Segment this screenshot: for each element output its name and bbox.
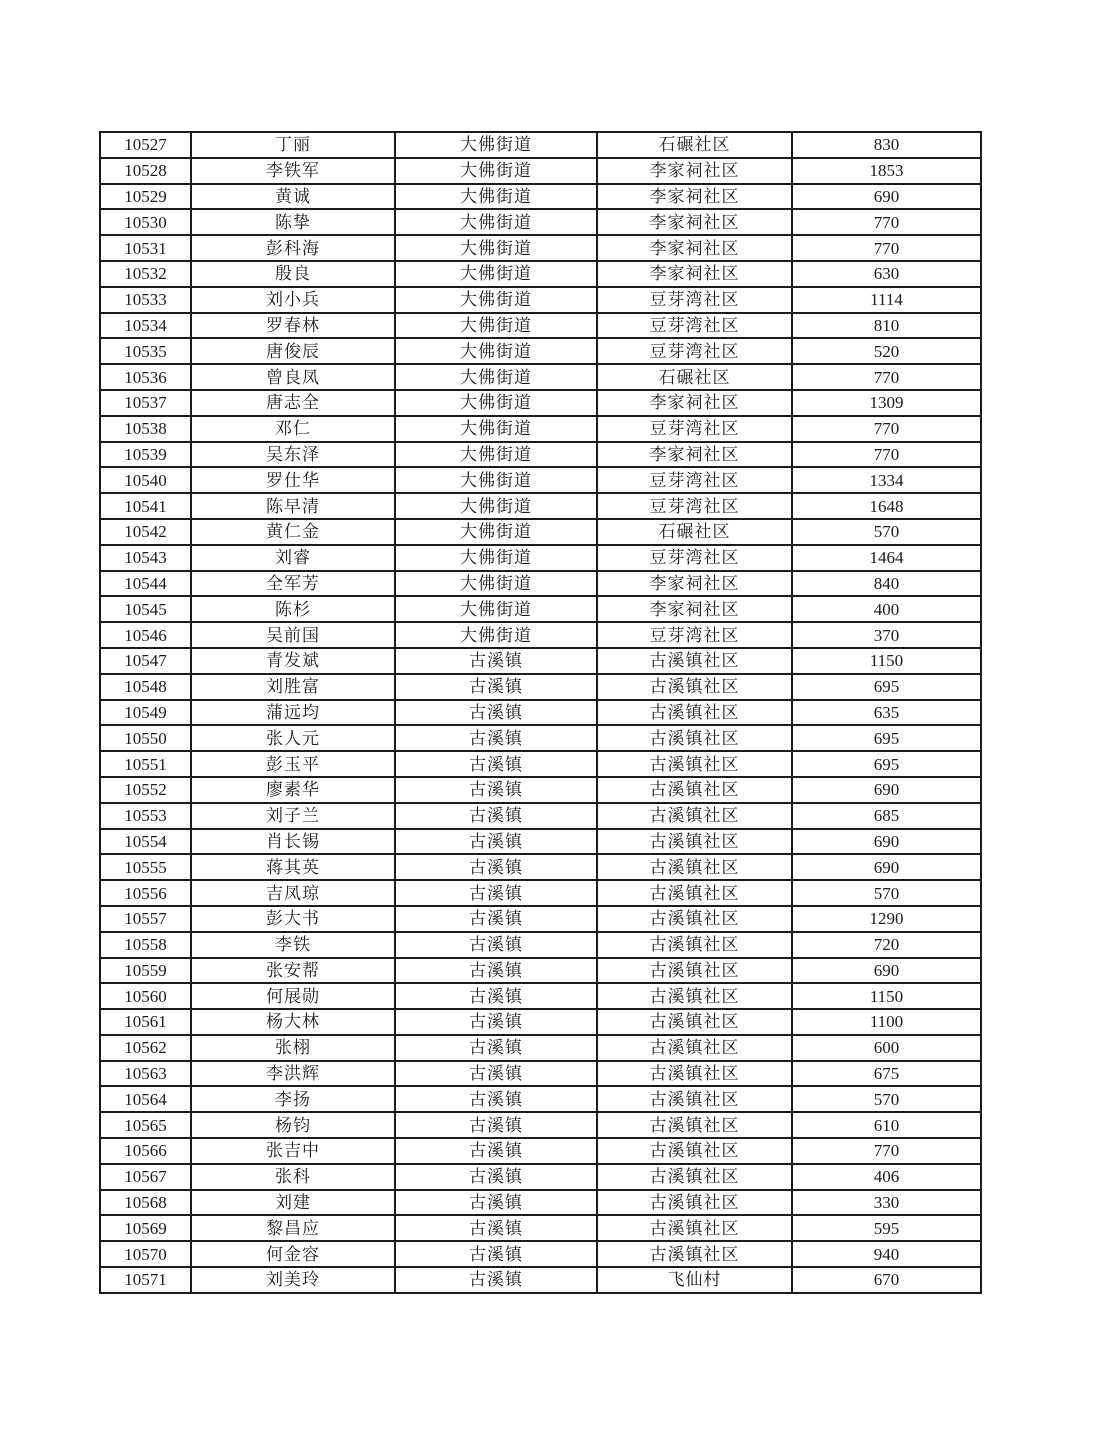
serial-number-cell: 10567 — [100, 1164, 191, 1190]
person-name-cell: 张安帮 — [191, 958, 395, 984]
community-cell: 古溪镇社区 — [597, 674, 792, 700]
town-cell: 大佛街道 — [395, 132, 597, 158]
table-row — [100, 725, 981, 751]
town-cell: 古溪镇 — [395, 1035, 597, 1061]
table-row — [100, 1215, 981, 1241]
table-row — [100, 1086, 981, 1112]
community-cell: 豆芽湾社区 — [597, 416, 792, 442]
community-cell: 豆芽湾社区 — [597, 467, 792, 493]
person-name-cell: 吴前国 — [191, 622, 395, 648]
amount-cell: 770 — [792, 235, 981, 261]
roster-table — [99, 131, 982, 1294]
community-cell: 古溪镇社区 — [597, 1086, 792, 1112]
community-cell: 古溪镇社区 — [597, 1241, 792, 1267]
table-row — [100, 596, 981, 622]
amount-cell: 690 — [792, 184, 981, 210]
person-name-cell: 刘胜富 — [191, 674, 395, 700]
table-row — [100, 1061, 981, 1087]
person-name-cell: 吉凤琼 — [191, 880, 395, 906]
community-cell: 李家祠社区 — [597, 209, 792, 235]
serial-number-cell: 10571 — [100, 1267, 191, 1293]
table-row — [100, 854, 981, 880]
amount-cell: 840 — [792, 571, 981, 597]
serial-number-cell: 10528 — [100, 158, 191, 184]
table-row — [100, 1112, 981, 1138]
amount-cell: 370 — [792, 622, 981, 648]
amount-cell: 1853 — [792, 158, 981, 184]
town-cell: 古溪镇 — [395, 674, 597, 700]
town-cell: 大佛街道 — [395, 209, 597, 235]
community-cell: 古溪镇社区 — [597, 854, 792, 880]
table-row — [100, 571, 981, 597]
community-cell: 古溪镇社区 — [597, 751, 792, 777]
town-cell: 大佛街道 — [395, 184, 597, 210]
serial-number-cell: 10546 — [100, 622, 191, 648]
town-cell: 古溪镇 — [395, 932, 597, 958]
serial-number-cell: 10544 — [100, 571, 191, 597]
amount-cell: 1464 — [792, 545, 981, 571]
amount-cell: 675 — [792, 1061, 981, 1087]
table-body — [100, 132, 981, 1293]
amount-cell: 770 — [792, 1138, 981, 1164]
town-cell: 大佛街道 — [395, 287, 597, 313]
table-row — [100, 416, 981, 442]
amount-cell: 690 — [792, 854, 981, 880]
person-name-cell: 黎昌应 — [191, 1215, 395, 1241]
serial-number-cell: 10551 — [100, 751, 191, 777]
serial-number-cell: 10570 — [100, 1241, 191, 1267]
town-cell: 古溪镇 — [395, 648, 597, 674]
community-cell: 古溪镇社区 — [597, 1190, 792, 1216]
table-row — [100, 442, 981, 468]
table-row — [100, 932, 981, 958]
community-cell: 李家祠社区 — [597, 390, 792, 416]
serial-number-cell: 10566 — [100, 1138, 191, 1164]
serial-number-cell: 10534 — [100, 313, 191, 339]
person-name-cell: 张科 — [191, 1164, 395, 1190]
community-cell: 古溪镇社区 — [597, 1138, 792, 1164]
person-name-cell: 张吉中 — [191, 1138, 395, 1164]
person-name-cell: 彭玉平 — [191, 751, 395, 777]
town-cell: 古溪镇 — [395, 1086, 597, 1112]
person-name-cell: 廖素华 — [191, 777, 395, 803]
person-name-cell: 杨大林 — [191, 1009, 395, 1035]
town-cell: 古溪镇 — [395, 906, 597, 932]
town-cell: 大佛街道 — [395, 622, 597, 648]
amount-cell: 400 — [792, 596, 981, 622]
amount-cell: 1648 — [792, 493, 981, 519]
community-cell: 石碾社区 — [597, 364, 792, 390]
table-row — [100, 493, 981, 519]
community-cell: 豆芽湾社区 — [597, 287, 792, 313]
amount-cell: 770 — [792, 364, 981, 390]
serial-number-cell: 10559 — [100, 958, 191, 984]
amount-cell: 690 — [792, 829, 981, 855]
town-cell: 大佛街道 — [395, 390, 597, 416]
table-row — [100, 467, 981, 493]
table-row — [100, 1241, 981, 1267]
community-cell: 古溪镇社区 — [597, 1009, 792, 1035]
serial-number-cell: 10560 — [100, 983, 191, 1009]
town-cell: 古溪镇 — [395, 958, 597, 984]
table-row — [100, 313, 981, 339]
serial-number-cell: 10561 — [100, 1009, 191, 1035]
amount-cell: 1150 — [792, 648, 981, 674]
community-cell: 古溪镇社区 — [597, 803, 792, 829]
town-cell: 大佛街道 — [395, 596, 597, 622]
community-cell: 古溪镇社区 — [597, 1035, 792, 1061]
amount-cell: 330 — [792, 1190, 981, 1216]
amount-cell: 600 — [792, 1035, 981, 1061]
amount-cell: 695 — [792, 725, 981, 751]
amount-cell: 810 — [792, 313, 981, 339]
table-row — [100, 648, 981, 674]
serial-number-cell: 10540 — [100, 467, 191, 493]
serial-number-cell: 10547 — [100, 648, 191, 674]
community-cell: 古溪镇社区 — [597, 725, 792, 751]
amount-cell: 595 — [792, 1215, 981, 1241]
person-name-cell: 唐俊辰 — [191, 338, 395, 364]
table-row — [100, 829, 981, 855]
amount-cell: 695 — [792, 751, 981, 777]
community-cell: 古溪镇社区 — [597, 700, 792, 726]
amount-cell: 940 — [792, 1241, 981, 1267]
table-row — [100, 958, 981, 984]
amount-cell: 570 — [792, 519, 981, 545]
serial-number-cell: 10530 — [100, 209, 191, 235]
town-cell: 古溪镇 — [395, 1190, 597, 1216]
community-cell: 古溪镇社区 — [597, 880, 792, 906]
community-cell: 李家祠社区 — [597, 184, 792, 210]
amount-cell: 1150 — [792, 983, 981, 1009]
person-name-cell: 李铁军 — [191, 158, 395, 184]
amount-cell: 1114 — [792, 287, 981, 313]
serial-number-cell: 10539 — [100, 442, 191, 468]
table-row — [100, 674, 981, 700]
community-cell: 古溪镇社区 — [597, 906, 792, 932]
community-cell: 豆芽湾社区 — [597, 338, 792, 364]
person-name-cell: 罗春林 — [191, 313, 395, 339]
town-cell: 大佛街道 — [395, 235, 597, 261]
table-row — [100, 700, 981, 726]
table-row — [100, 1267, 981, 1293]
table-row — [100, 983, 981, 1009]
person-name-cell: 李洪辉 — [191, 1061, 395, 1087]
town-cell: 古溪镇 — [395, 1061, 597, 1087]
table-row — [100, 338, 981, 364]
serial-number-cell: 10553 — [100, 803, 191, 829]
amount-cell: 685 — [792, 803, 981, 829]
person-name-cell: 张栩 — [191, 1035, 395, 1061]
amount-cell: 630 — [792, 261, 981, 287]
serial-number-cell: 10562 — [100, 1035, 191, 1061]
amount-cell: 1334 — [792, 467, 981, 493]
person-name-cell: 丁丽 — [191, 132, 395, 158]
serial-number-cell: 10563 — [100, 1061, 191, 1087]
town-cell: 大佛街道 — [395, 467, 597, 493]
community-cell: 李家祠社区 — [597, 235, 792, 261]
town-cell: 大佛街道 — [395, 416, 597, 442]
town-cell: 古溪镇 — [395, 1009, 597, 1035]
person-name-cell: 何金容 — [191, 1241, 395, 1267]
serial-number-cell: 10533 — [100, 287, 191, 313]
community-cell: 李家祠社区 — [597, 571, 792, 597]
serial-number-cell: 10550 — [100, 725, 191, 751]
serial-number-cell: 10569 — [100, 1215, 191, 1241]
person-name-cell: 陈杉 — [191, 596, 395, 622]
person-name-cell: 刘子兰 — [191, 803, 395, 829]
amount-cell: 520 — [792, 338, 981, 364]
town-cell: 大佛街道 — [395, 261, 597, 287]
person-name-cell: 吴东泽 — [191, 442, 395, 468]
town-cell: 古溪镇 — [395, 777, 597, 803]
community-cell: 古溪镇社区 — [597, 829, 792, 855]
table-row — [100, 751, 981, 777]
amount-cell: 770 — [792, 416, 981, 442]
community-cell: 古溪镇社区 — [597, 1164, 792, 1190]
person-name-cell: 彭科海 — [191, 235, 395, 261]
table-row — [100, 1164, 981, 1190]
amount-cell: 690 — [792, 777, 981, 803]
town-cell: 大佛街道 — [395, 545, 597, 571]
table-row — [100, 209, 981, 235]
person-name-cell: 刘美玲 — [191, 1267, 395, 1293]
serial-number-cell: 10554 — [100, 829, 191, 855]
table-row — [100, 803, 981, 829]
serial-number-cell: 10527 — [100, 132, 191, 158]
person-name-cell: 杨钧 — [191, 1112, 395, 1138]
table-row — [100, 184, 981, 210]
table-row — [100, 287, 981, 313]
town-cell: 大佛街道 — [395, 364, 597, 390]
amount-cell: 1309 — [792, 390, 981, 416]
table-row — [100, 235, 981, 261]
community-cell: 豆芽湾社区 — [597, 313, 792, 339]
town-cell: 古溪镇 — [395, 803, 597, 829]
amount-cell: 770 — [792, 442, 981, 468]
town-cell: 大佛街道 — [395, 338, 597, 364]
person-name-cell: 黄诚 — [191, 184, 395, 210]
community-cell: 古溪镇社区 — [597, 777, 792, 803]
community-cell: 石碾社区 — [597, 132, 792, 158]
community-cell: 豆芽湾社区 — [597, 545, 792, 571]
town-cell: 大佛街道 — [395, 571, 597, 597]
community-cell: 古溪镇社区 — [597, 983, 792, 1009]
serial-number-cell: 10548 — [100, 674, 191, 700]
person-name-cell: 罗仕华 — [191, 467, 395, 493]
table-row — [100, 906, 981, 932]
serial-number-cell: 10543 — [100, 545, 191, 571]
serial-number-cell: 10537 — [100, 390, 191, 416]
community-cell: 李家祠社区 — [597, 158, 792, 184]
community-cell: 古溪镇社区 — [597, 1215, 792, 1241]
table-row — [100, 1035, 981, 1061]
town-cell: 古溪镇 — [395, 829, 597, 855]
amount-cell: 570 — [792, 1086, 981, 1112]
table-row — [100, 519, 981, 545]
table-row — [100, 364, 981, 390]
serial-number-cell: 10535 — [100, 338, 191, 364]
community-cell: 飞仙村 — [597, 1267, 792, 1293]
serial-number-cell: 10552 — [100, 777, 191, 803]
town-cell: 古溪镇 — [395, 1215, 597, 1241]
person-name-cell: 何展勋 — [191, 983, 395, 1009]
amount-cell: 670 — [792, 1267, 981, 1293]
serial-number-cell: 10555 — [100, 854, 191, 880]
person-name-cell: 青发斌 — [191, 648, 395, 674]
person-name-cell: 殷良 — [191, 261, 395, 287]
town-cell: 大佛街道 — [395, 158, 597, 184]
person-name-cell: 蒲远均 — [191, 700, 395, 726]
table-row — [100, 1009, 981, 1035]
person-name-cell: 黄仁金 — [191, 519, 395, 545]
serial-number-cell: 10568 — [100, 1190, 191, 1216]
town-cell: 古溪镇 — [395, 1267, 597, 1293]
person-name-cell: 肖长锡 — [191, 829, 395, 855]
town-cell: 古溪镇 — [395, 1138, 597, 1164]
table-row — [100, 390, 981, 416]
community-cell: 李家祠社区 — [597, 442, 792, 468]
person-name-cell: 陈挚 — [191, 209, 395, 235]
town-cell: 古溪镇 — [395, 1241, 597, 1267]
person-name-cell: 刘小兵 — [191, 287, 395, 313]
amount-cell: 690 — [792, 958, 981, 984]
community-cell: 李家祠社区 — [597, 261, 792, 287]
community-cell: 古溪镇社区 — [597, 958, 792, 984]
serial-number-cell: 10545 — [100, 596, 191, 622]
person-name-cell: 刘睿 — [191, 545, 395, 571]
amount-cell: 635 — [792, 700, 981, 726]
serial-number-cell: 10532 — [100, 261, 191, 287]
serial-number-cell: 10531 — [100, 235, 191, 261]
serial-number-cell: 10558 — [100, 932, 191, 958]
town-cell: 古溪镇 — [395, 700, 597, 726]
serial-number-cell: 10538 — [100, 416, 191, 442]
town-cell: 大佛街道 — [395, 519, 597, 545]
community-cell: 豆芽湾社区 — [597, 622, 792, 648]
person-name-cell: 李扬 — [191, 1086, 395, 1112]
serial-number-cell: 10541 — [100, 493, 191, 519]
person-name-cell: 全军芳 — [191, 571, 395, 597]
amount-cell: 570 — [792, 880, 981, 906]
town-cell: 大佛街道 — [395, 313, 597, 339]
amount-cell: 1290 — [792, 906, 981, 932]
table-row — [100, 622, 981, 648]
person-name-cell: 唐志全 — [191, 390, 395, 416]
person-name-cell: 刘建 — [191, 1190, 395, 1216]
town-cell: 古溪镇 — [395, 1164, 597, 1190]
person-name-cell: 蒋其英 — [191, 854, 395, 880]
town-cell: 大佛街道 — [395, 493, 597, 519]
community-cell: 古溪镇社区 — [597, 932, 792, 958]
serial-number-cell: 10557 — [100, 906, 191, 932]
amount-cell: 720 — [792, 932, 981, 958]
town-cell: 古溪镇 — [395, 751, 597, 777]
community-cell: 豆芽湾社区 — [597, 493, 792, 519]
person-name-cell: 张人元 — [191, 725, 395, 751]
table-row — [100, 777, 981, 803]
amount-cell: 610 — [792, 1112, 981, 1138]
town-cell: 古溪镇 — [395, 880, 597, 906]
community-cell: 古溪镇社区 — [597, 1061, 792, 1087]
serial-number-cell: 10565 — [100, 1112, 191, 1138]
community-cell: 古溪镇社区 — [597, 648, 792, 674]
community-cell: 李家祠社区 — [597, 596, 792, 622]
amount-cell: 695 — [792, 674, 981, 700]
community-cell: 古溪镇社区 — [597, 1112, 792, 1138]
table-row — [100, 132, 981, 158]
amount-cell: 770 — [792, 209, 981, 235]
table-row — [100, 158, 981, 184]
town-cell: 古溪镇 — [395, 725, 597, 751]
serial-number-cell: 10542 — [100, 519, 191, 545]
serial-number-cell: 10529 — [100, 184, 191, 210]
table-row — [100, 1190, 981, 1216]
person-name-cell: 李铁 — [191, 932, 395, 958]
serial-number-cell: 10564 — [100, 1086, 191, 1112]
amount-cell: 406 — [792, 1164, 981, 1190]
table-row — [100, 261, 981, 287]
serial-number-cell: 10556 — [100, 880, 191, 906]
town-cell: 古溪镇 — [395, 1112, 597, 1138]
town-cell: 古溪镇 — [395, 983, 597, 1009]
community-cell: 石碾社区 — [597, 519, 792, 545]
table-row — [100, 880, 981, 906]
table-row — [100, 545, 981, 571]
town-cell: 大佛街道 — [395, 442, 597, 468]
person-name-cell: 彭大书 — [191, 906, 395, 932]
amount-cell: 1100 — [792, 1009, 981, 1035]
person-name-cell: 曾良凤 — [191, 364, 395, 390]
table-row — [100, 1138, 981, 1164]
town-cell: 古溪镇 — [395, 854, 597, 880]
serial-number-cell: 10536 — [100, 364, 191, 390]
person-name-cell: 邓仁 — [191, 416, 395, 442]
serial-number-cell: 10549 — [100, 700, 191, 726]
person-name-cell: 陈早清 — [191, 493, 395, 519]
amount-cell: 830 — [792, 132, 981, 158]
